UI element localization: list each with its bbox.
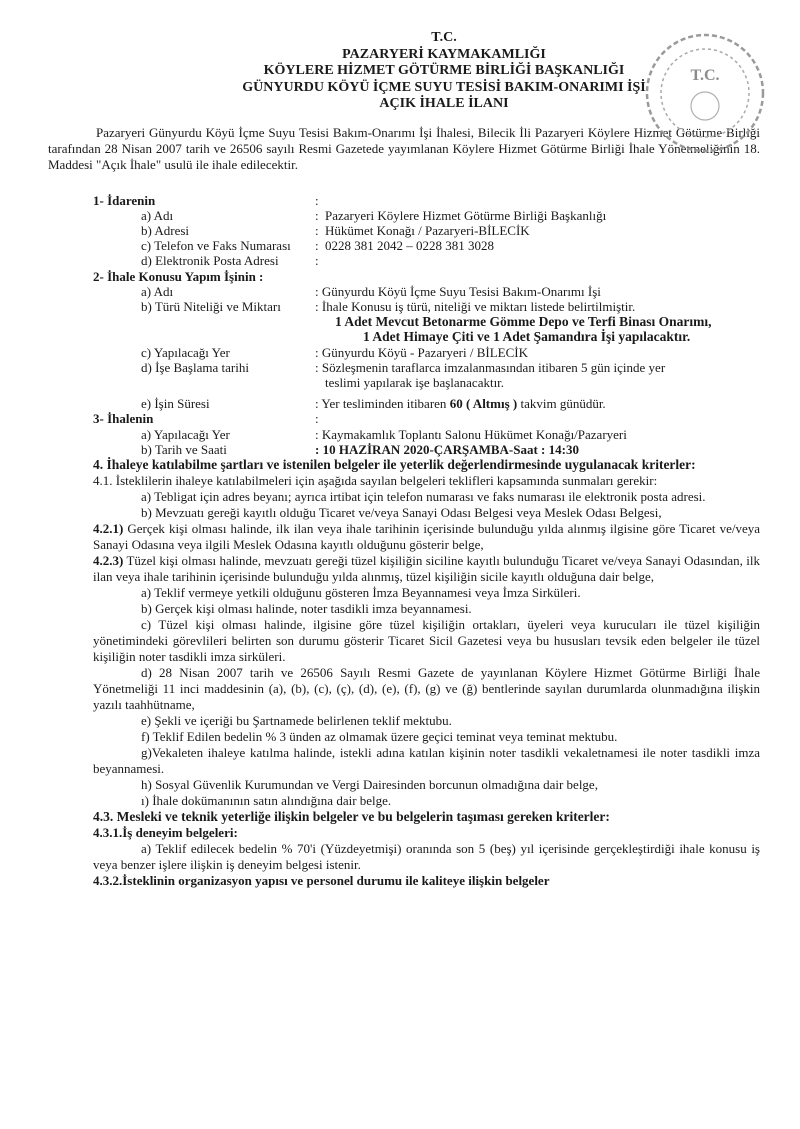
idare-adres-sep: : [315, 222, 319, 238]
is-baslama-row [93, 360, 760, 375]
is-yer-row [93, 345, 760, 360]
is-yer-label: c) Yapılacağı Yer [141, 344, 230, 360]
is-sure-pre: : Yer tesliminden itibaren [315, 396, 450, 412]
is-turu-value: : İhale Konusu iş türü, niteliği ve miktarı listede belirtilmiştir. [315, 298, 636, 314]
section-2-title: 2- İhale Konusu Yapım İşinin : [93, 268, 264, 284]
idare-eposta-sep: : [315, 253, 319, 269]
is-ad-value: : Günyurdu Köyü İçme Suyu Tesisi Bakım-Onarımı İşi [315, 283, 601, 299]
section-4-3-title: 4.3. Mesleki ve teknik yeterliğe ilişkin belgeler ve bu belgelerin taşıması gereken kriterler: [93, 808, 610, 824]
section-4-title: 4. İhaleye katılabilme şartları ve istenilen belgeler ile yeterlik değerlendirmesinde uygulanacak kriterler: [93, 456, 696, 472]
is-baslama-row-2 [93, 375, 760, 390]
is-turu-label: b) Türü Niteliği ve Miktarı [141, 298, 281, 314]
is-baslama-value-2: teslimi yapılarak işe başlanacaktır. [325, 374, 505, 390]
is-turu-detail-2: 1 Adet Himaye Çiti ve 1 Adet Şamandıra İşi yapılacaktır. [363, 329, 691, 345]
ihale-tarih-value: : 10 HAZİRAN 2020-ÇARŞAMBA-Saat : 14:30 [315, 441, 579, 457]
is-ad-row [93, 284, 760, 299]
is-ad-label: a) Adı [141, 283, 174, 299]
ihale-tarih-row [93, 442, 760, 457]
official-seal-stamp [640, 28, 770, 158]
section-4-item-a: a) Teklif vermeye yetkili olduğunu gösteren İmza Beyannamesi veya İmza Sirküleri. [141, 584, 581, 600]
section-4-1: 4.1. İsteklilerin ihaleye katılabilmeleri için aşağıda sayılan belgeleri teklifleri kapsamında sunmaları gerekir: [93, 472, 658, 488]
idare-ad-row [93, 208, 760, 223]
idare-telefon-row [93, 238, 760, 253]
section-4-2-3 [93, 553, 760, 585]
is-turu-bold-2 [93, 329, 760, 344]
header-line-1: T.C. [431, 30, 457, 45]
header-line-2: PAZARYERİ KAYMAKAMLIĞI [342, 46, 546, 62]
section-4-3-1-title: 4.3.1.İş deneyim belgeleri: [93, 824, 238, 840]
section-1-sep: : [315, 192, 319, 208]
is-baslama-label: d) İşe Başlama tarihi [141, 359, 249, 375]
is-baslama-value: : Sözleşmenin taraflarca imzalanmasından itibaren 5 gün içinde yer [315, 359, 666, 375]
idare-adres-row [93, 223, 760, 238]
section-1-title: 1- İdarenin [93, 192, 156, 208]
idare-adres-value: Hükümet Konağı / Pazaryeri-BİLECİK [325, 222, 530, 238]
ihale-yer-row [93, 427, 760, 442]
idare-eposta-row [93, 253, 760, 268]
section-4-item-g: g)Vekaleten ihaleye katılma halinde, istekli adına katılan kişinin noter tasdikli vekaletnamesi ile noter tasdikli imza beyannamesi. [93, 744, 760, 776]
section-4-item-d: d) 28 Nisan 2007 tarih ve 26506 Sayılı Resmi Gazete de yayınlanan Köylere Hizmet Götürme Birliği İhale Yönetmeliği 11 inci maddesinin (a), (b), (c), (ç), (d), (e), (f), (g) ve (ğ) bentlerinde sayılan durumlarda olunmadığına ilişkin yazılı taahhütname, [93, 664, 760, 712]
section-4-item-c: c) Tüzel kişi olması halinde, ilgisine göre tüzel kişiliğin ortakları, üyeleri veya kurucuları ile tüzel kişiliğin yönetimindeki görevlileri belirten son durumu gösterir Ticaret Sicil Gazetesi veya bu hususları tevsik eden belgeler ile tüzel kişiliğin noter tasdikli imza sirküleri. [93, 616, 760, 664]
section-4-2-3-text: Tüzel kişi olması halinde, mevzuatı gereği tüzel kişiliğin siciline kayıtlı bulunduğu Ticaret ve/veya Sanayi Odasından, ilk ilan veya ihale tarihinin içerisinde bulunduğu yılda alınmış, tüzel kişiliğin sicile kayıtlı olduğuna dair belge, [93, 552, 760, 584]
section-3-title: 3- İhalenin [93, 411, 154, 427]
section-4-2-1-num: 4.2.1) [93, 520, 124, 536]
section-4-item-h: h) Sosyal Güvenlik Kurumundan ve Vergi Dairesinden borcunun olmadığına dair belge, [141, 776, 598, 792]
section-4-item-b: b) Gerçek kişi olması halinde, noter tasdikli imza beyannamesi. [141, 600, 472, 616]
section-4-2-1-text: Gerçek kişi olması halinde, ilk ilan veya ihale tarihinin içerisinde bulunduğu yılda alınmış ilgisine göre Ticaret ve/veya Sanayi Odasına veya ilgili Meslek Odasına kayıtlı olduğunu gösterir belge, [93, 520, 760, 552]
section-4-item-f: f) Teklif Edilen bedelin % 3 ünden az olmamak üzere geçici teminat veya teminat mektubu. [141, 728, 618, 744]
is-sure-value [315, 396, 760, 411]
header-line-5: AÇIK İHALE İLANI [379, 96, 509, 111]
section-1-heading [93, 193, 760, 208]
section-4-1-b: b) Mevzuatı gereği kayıtlı olduğu Ticaret ve/veya Sanayi Odası Belgesi veya Meslek Odası Belgesi, [141, 504, 662, 520]
is-sure-row [93, 396, 760, 411]
idare-eposta-label: d) Elektronik Posta Adresi [141, 253, 279, 269]
idare-eposta-value [325, 253, 760, 268]
idare-ad-sep: : [315, 207, 319, 223]
section-3-sep: : [315, 411, 319, 427]
info-table [93, 193, 760, 457]
ihale-tarih-label: b) Tarih ve Saati [141, 441, 227, 457]
section-4-2-1 [93, 521, 760, 553]
ihale-yer-value: : Kaymakamlık Toplantı Salonu Hükümet Konağı/Pazaryeri [315, 426, 627, 442]
header-line-3: KÖYLERE HİZMET GÖTÜRME BİRLİĞİ BAŞKANLIĞI [263, 63, 625, 78]
ihale-yer-label: a) Yapılacağı Yer [141, 426, 230, 442]
header-line-4: GÜNYURDU KÖYÜ İÇME SUYU TESİSİ BAKIM-ONARIMI İŞİ [242, 79, 646, 95]
is-sure-bold: 60 ( Altmış ) [449, 396, 518, 412]
section-4-1-a: a) Tebligat için adres beyanı; ayrıca irtibat için telefon numarası ve faks numarası ile elektronik posta adresi. [141, 488, 706, 504]
intro-paragraph: Pazaryeri Günyurdu Köyü İçme Suyu Tesisi Bakım-Onarımı İşi İhalesi, Bilecik İli Pazaryeri Köylere Hizmet Götürme Birliği tarafından 28 Nisan 2007 tarih ve 26506 sayılı Resmi Gazetede yayımlanan Köylere Hizmet Götürme Birliği İhale Yönetmeliğinin 18. Maddesi "Açık İhale" usulü ile ihale edilecektir. [48, 124, 760, 172]
section-2-heading [93, 269, 760, 284]
section-4-3-2-title: 4.3.2.İsteklinin organizasyon yapısı ve personel durumu ile kaliteye ilişkin belgeler [93, 872, 550, 888]
is-turu-bold-1 [93, 314, 760, 329]
is-sure-label: e) İşin Süresi [141, 396, 210, 412]
section-4-item-i: ı) İhale dokümanının satın alındığına dair belge. [141, 792, 392, 808]
idare-ad-label: a) Adı [141, 207, 174, 223]
section-4-item-e: e) Şekli ve içeriği bu Şartnamede belirlenen teklif mektubu. [141, 712, 452, 728]
is-yer-value: : Günyurdu Köyü - Pazaryeri / BİLECİK [315, 344, 529, 360]
idare-telefon-sep: : [315, 238, 319, 254]
is-turu-detail-1: 1 Adet Mevcut Betonarme Gömme Depo ve Terfi Binası Onarımı, [335, 314, 712, 330]
idare-adres-label: b) Adresi [141, 222, 190, 238]
section-4-2-3-num: 4.2.3) [93, 552, 124, 568]
is-sure-post: takvim günüdür. [517, 396, 606, 412]
section-4 [93, 457, 760, 889]
seal-text: T.C. [690, 67, 720, 84]
section-3-heading [93, 411, 760, 426]
idare-telefon-value: 0228 381 2042 – 0228 381 3028 [325, 238, 494, 254]
idare-ad-value: Pazaryeri Köylere Hizmet Götürme Birliği Başkanlığı [325, 207, 607, 223]
idare-telefon-label: c) Telefon ve Faks Numarası [141, 238, 291, 254]
is-turu-row [93, 299, 760, 314]
section-4-3-1-a: a) Teklif edilecek bedelin % 70'i (Yüzdeyetmişi) oranında son 5 (beş) yıl içerisinde gerçekleştirdiği ihale konusu iş veya benzer işlere ilişkin iş deneyim belgesi istenir. [93, 840, 760, 872]
